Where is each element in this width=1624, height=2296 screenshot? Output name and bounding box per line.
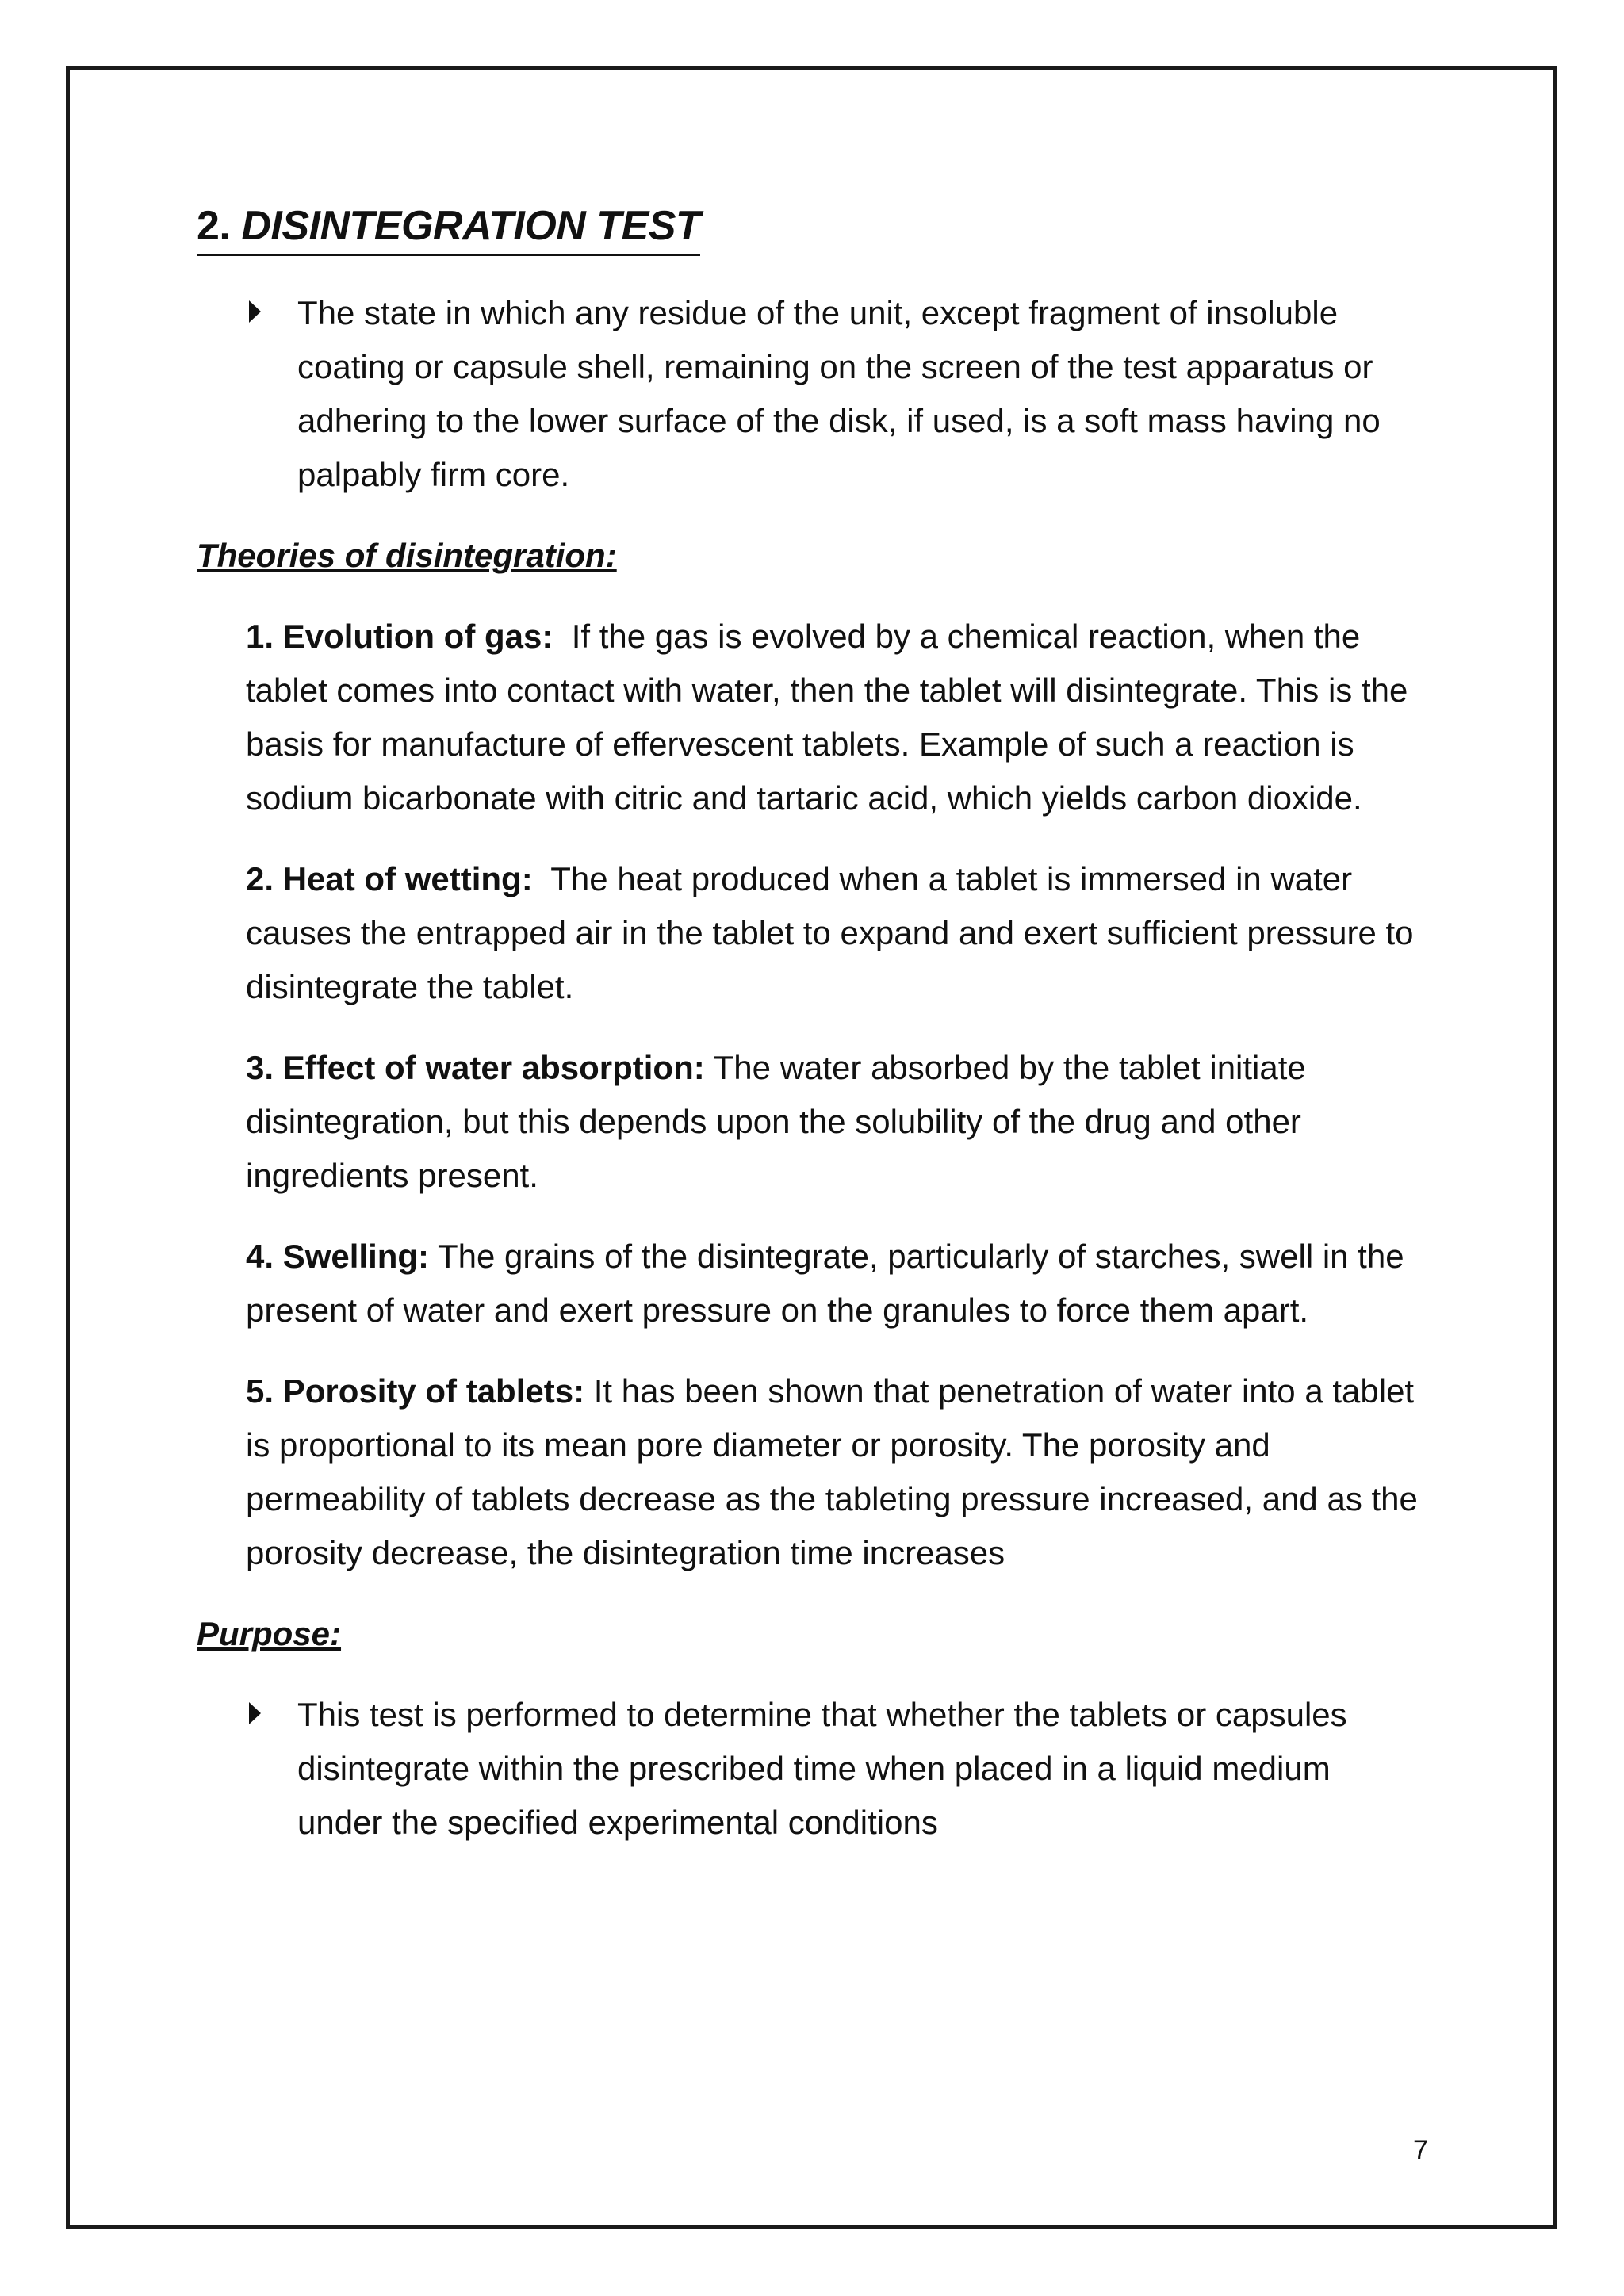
theory-item: [246, 1364, 1427, 1580]
triangle-bullet-icon: [249, 1702, 261, 1724]
purpose-bullet: [249, 1688, 1434, 1850]
section-number: 2.: [197, 203, 231, 249]
theory-text: It has been shown that penetration of water into a tablet is proportional to its mean pore diameter or porosity. The porosity and permeability of tablets decrease as the tableting pressure increased, and as the porosity decrease, the disintegration time increases: [246, 1372, 1418, 1571]
section-title: [197, 198, 700, 256]
theory-lead: 4. Swelling:: [246, 1238, 430, 1275]
theory-text: The heat produced when a tablet is immersed in water causes the entrapped air in the tablet to expand and exert sufficient pressure to disintegrate the tablet.: [246, 860, 1414, 1005]
triangle-bullet-icon: [249, 300, 261, 323]
theory-lead: 1. Evolution of gas:: [246, 618, 553, 655]
page-number: 7: [1413, 2135, 1428, 2165]
theory-item: [246, 610, 1427, 825]
purpose-heading: Purpose:: [197, 1615, 342, 1652]
theory-text: The water absorbed by the tablet initiate disintegration, but this depends upon the solubility of the drug and other ingredients present.: [246, 1049, 1306, 1194]
intro-bullet: [249, 286, 1434, 502]
theory-text: The grains of the disintegrate, particularly of starches, swell in the present of water and exert pressure on the granules to force them apart.: [246, 1238, 1404, 1329]
theory-text: If the gas is evolved by a chemical reaction, when the tablet comes into contact with water, then the tablet will disintegrate. This is the basis for manufacture of effervescent tablets. Example of such a reaction is sodium bicarbonate with citric and tartaric acid, which yields carbon dioxide.: [246, 618, 1408, 817]
theories-heading: Theories of disintegration:: [197, 537, 617, 574]
page-content: [197, 198, 1434, 1850]
intro-bullet-text: The state in which any residue of the unit, except fragment of insoluble coating or capsule shell, remaining on the screen of the test apparatus or adhering to the lower surface of the disk, if used, is a soft mass having no palpably firm core.: [297, 294, 1381, 493]
purpose-bullet-text: This test is performed to determine that whether the tablets or capsules disintegrate within the prescribed time when placed in a liquid medium under the specified experimental conditions: [297, 1696, 1347, 1841]
theory-item: [246, 1230, 1427, 1337]
section-title-text: DISINTEGRATION TEST: [241, 203, 701, 249]
theory-lead: 5. Porosity of tablets:: [246, 1372, 585, 1410]
theory-item: [246, 852, 1427, 1014]
theory-item: [246, 1041, 1427, 1203]
theory-lead: 2. Heat of wetting:: [246, 860, 533, 897]
theory-lead: 3. Effect of water absorption:: [246, 1049, 705, 1086]
